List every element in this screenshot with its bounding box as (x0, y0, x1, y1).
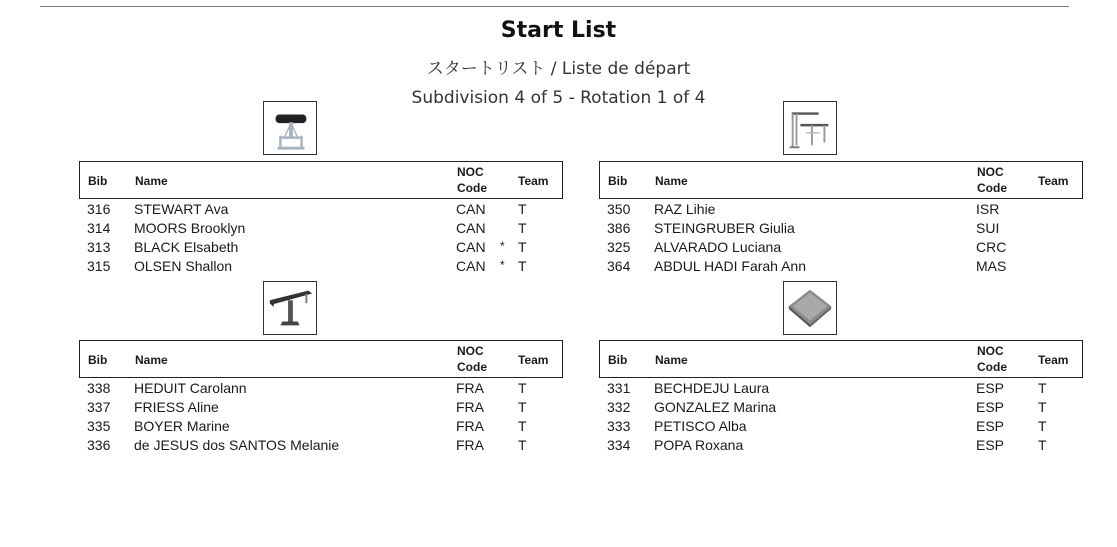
athlete-name: OLSEN Shallon (134, 258, 233, 274)
noc-cell: CAN (456, 220, 486, 236)
bib-cell: 316 (87, 201, 111, 217)
noc-cell: SUI (976, 220, 1000, 236)
team-cell: T (1038, 437, 1047, 453)
table-body (599, 379, 1083, 455)
table-row (599, 436, 1083, 455)
noc-cell: ESP (976, 418, 1005, 434)
header-noc-code (457, 343, 497, 375)
header-noc-code (977, 164, 1017, 196)
bib-cell: 325 (607, 239, 631, 255)
table-row (599, 379, 1083, 398)
header-noc: NOC (977, 165, 1004, 179)
header-bib: Bib (88, 353, 108, 367)
table-body (79, 200, 563, 276)
team-cell: T (518, 220, 527, 236)
header-noc: NOC (457, 165, 484, 179)
team-cell: T (518, 399, 527, 415)
team-cell: T (518, 201, 527, 217)
table-row (79, 379, 563, 398)
table-row (79, 417, 563, 436)
header-team: Team (1038, 174, 1069, 188)
uneven-bars-icon (783, 101, 837, 155)
bib-cell: 314 (87, 220, 111, 236)
noc-cell: FRA (456, 418, 484, 434)
table-header (599, 340, 1083, 378)
noc-cell: FRA (456, 380, 484, 396)
athlete-name: ALVARADO Luciana (654, 239, 782, 255)
rotation-table-uneven-bars (599, 161, 1083, 276)
team-cell: T (1038, 380, 1047, 396)
table-row (79, 238, 563, 257)
page-title: Start List (500, 18, 617, 43)
noc-cell: ESP (976, 399, 1005, 415)
athlete-name: PETISCO Alba (654, 418, 747, 434)
header-noc-code (457, 164, 497, 196)
header-team: Team (518, 174, 549, 188)
athlete-name: STEWART Ava (134, 201, 229, 217)
athlete-name: BECHDEJU Laura (654, 380, 770, 396)
header-code: Code (977, 181, 1007, 195)
top-rule (40, 6, 1069, 7)
bib-cell: 386 (607, 220, 631, 236)
bib-cell: 335 (87, 418, 111, 434)
team-cell: T (518, 239, 527, 255)
header-bib: Bib (608, 353, 628, 367)
header-team: Team (1038, 353, 1069, 367)
bib-cell: 364 (607, 258, 631, 274)
bib-cell: 333 (607, 418, 631, 434)
page-subtitle: スタートリスト / Liste de départ (426, 59, 691, 79)
bib-cell: 313 (87, 239, 111, 255)
header-name: Name (655, 174, 688, 188)
table-row (79, 257, 563, 276)
header-noc: NOC (977, 344, 1004, 358)
athlete-name: BLACK Elsabeth (134, 239, 239, 255)
table-row (599, 257, 1083, 276)
table-row (79, 436, 563, 455)
vault-icon (263, 101, 317, 155)
header-code: Code (977, 360, 1007, 374)
team-cell: T (518, 418, 527, 434)
header-name: Name (135, 174, 168, 188)
bib-cell: 336 (87, 437, 111, 453)
noc-cell: MAS (976, 258, 1007, 274)
noc-cell: ISR (976, 201, 1000, 217)
header-team: Team (518, 353, 549, 367)
table-row (599, 417, 1083, 436)
athlete-name: de JESUS dos SANTOS Melanie (134, 437, 340, 453)
rotation-table-vault (79, 161, 563, 276)
rotation-table-balance-beam (79, 340, 563, 455)
table-header (79, 340, 563, 378)
bib-cell: 331 (607, 380, 631, 396)
athlete-name: POPA Roxana (654, 437, 744, 453)
table-body (599, 200, 1083, 276)
team-cell: T (518, 258, 527, 274)
team-cell: T (518, 437, 527, 453)
athlete-name: ABDUL HADI Farah Ann (654, 258, 806, 274)
table-row (599, 238, 1083, 257)
athlete-name: BOYER Marine (134, 418, 230, 434)
noc-cell: CAN (456, 258, 486, 274)
table-row (79, 200, 563, 219)
subdivision-label: Subdivision 4 of 5 - Rotation 1 of 4 (411, 88, 706, 108)
noc-cell: CAN (456, 201, 486, 217)
table-body (79, 379, 563, 455)
floor-exercise-icon (783, 281, 837, 335)
athlete-name: GONZALEZ Marina (654, 399, 777, 415)
header-name: Name (135, 353, 168, 367)
bib-cell: 350 (607, 201, 631, 217)
header-code: Code (457, 360, 487, 374)
table-row (599, 200, 1083, 219)
header-bib: Bib (608, 174, 628, 188)
athlete-name: STEINGRUBER Giulia (654, 220, 795, 236)
noc-cell: CRC (976, 239, 1007, 255)
bib-cell: 334 (607, 437, 631, 453)
table-header (599, 161, 1083, 199)
athlete-name: MOORS Brooklyn (134, 220, 246, 236)
header-noc: NOC (457, 344, 484, 358)
bib-cell: 315 (87, 258, 111, 274)
table-row (599, 219, 1083, 238)
table-row (79, 398, 563, 417)
bib-cell: 332 (607, 399, 631, 415)
header-code: Code (457, 181, 487, 195)
team-cell: T (1038, 399, 1047, 415)
bib-cell: 337 (87, 399, 111, 415)
athlete-name: HEDUIT Carolann (134, 380, 247, 396)
noc-cell: FRA (456, 399, 484, 415)
header-bib: Bib (88, 174, 108, 188)
noc-cell: ESP (976, 437, 1005, 453)
balance-beam-icon (263, 281, 317, 335)
reserve-marker: * (500, 239, 505, 253)
athlete-name: FRIESS Aline (134, 399, 219, 415)
table-row (79, 219, 563, 238)
athlete-name: RAZ Lihie (654, 201, 716, 217)
rotation-table-floor-exercise (599, 340, 1083, 455)
table-row (599, 398, 1083, 417)
table-header (79, 161, 563, 199)
team-cell: T (1038, 418, 1047, 434)
team-cell: T (518, 380, 527, 396)
header-noc-code (977, 343, 1017, 375)
header-name: Name (655, 353, 688, 367)
bib-cell: 338 (87, 380, 111, 396)
noc-cell: ESP (976, 380, 1005, 396)
noc-cell: FRA (456, 437, 484, 453)
reserve-marker: * (500, 258, 505, 272)
noc-cell: CAN (456, 239, 486, 255)
